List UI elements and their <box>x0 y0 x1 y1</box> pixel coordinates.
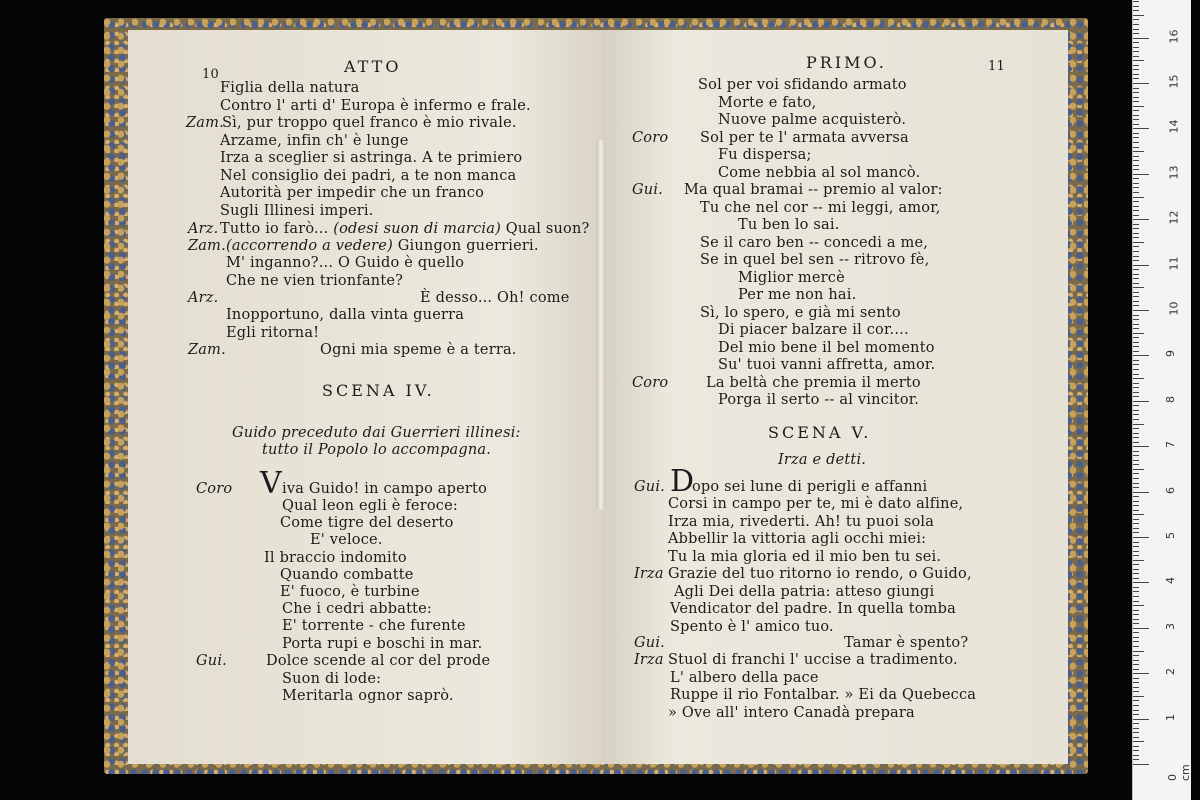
ruler-tick <box>1133 92 1139 93</box>
ruler-tick <box>1133 759 1139 760</box>
ruler-tick <box>1133 38 1149 39</box>
ruler-tick <box>1133 723 1139 724</box>
verse-line: Morte e fato, <box>718 94 817 111</box>
ruler-tick <box>1133 156 1139 157</box>
ruler-tick <box>1133 133 1139 134</box>
ruler-tick <box>1133 605 1144 606</box>
ruler-tick <box>1133 242 1144 243</box>
ruler-label: 15 <box>1167 74 1181 89</box>
ruler-label: 16 <box>1167 29 1181 44</box>
ruler-tick <box>1133 51 1139 52</box>
ruler-tick <box>1133 532 1139 533</box>
book-gutter <box>596 140 606 510</box>
ruler-tick <box>1133 637 1139 638</box>
verse-line: E' torrente - che furente <box>282 618 466 635</box>
ruler-tick <box>1133 728 1139 729</box>
ruler-tick <box>1133 301 1139 302</box>
page-number: 11 <box>988 59 1005 74</box>
ruler-tick <box>1133 392 1139 393</box>
ruler-tick <box>1133 197 1144 198</box>
speaker-label: Gui. <box>634 479 665 495</box>
speaker-label: Arz. <box>188 221 219 237</box>
ruler-tick <box>1133 505 1139 506</box>
ruler-tick <box>1133 47 1139 48</box>
ruler-tick <box>1133 210 1139 211</box>
ruler-label: 5 <box>1164 532 1177 539</box>
ruler-tick <box>1133 206 1139 207</box>
ruler-tick <box>1133 251 1139 252</box>
ruler-tick <box>1133 88 1139 89</box>
ruler-tick <box>1133 29 1139 30</box>
ruler-tick <box>1133 355 1149 356</box>
left-page <box>128 30 602 764</box>
verse-line: Arzame, infin ch' è lunge <box>220 132 409 149</box>
ruler-tick <box>1133 601 1139 602</box>
ruler-tick <box>1133 405 1139 406</box>
verse-line: Per me non hai. <box>738 287 857 303</box>
ruler-tick <box>1133 369 1139 370</box>
ruler-tick <box>1133 337 1139 338</box>
ruler-tick <box>1133 641 1139 642</box>
verse-line: Che ne vien trionfante? <box>226 272 404 289</box>
ruler-tick <box>1133 296 1139 297</box>
ruler-tick <box>1133 628 1149 629</box>
verse-line: Ogni mia speme è a terra. <box>320 342 517 358</box>
ruler-label: 3 <box>1164 622 1177 630</box>
right-page <box>602 30 1068 764</box>
ruler-tick <box>1133 460 1139 461</box>
ruler-label: 4 <box>1164 577 1177 585</box>
speaker-label: Arz. <box>188 290 219 306</box>
ruler-tick <box>1133 260 1139 261</box>
ruler-tick <box>1133 110 1139 111</box>
ruler-tick <box>1133 178 1139 179</box>
page-number: 10 <box>202 67 219 82</box>
ruler-tick <box>1133 555 1139 556</box>
ruler-tick <box>1133 496 1139 497</box>
running-head: ATTO <box>344 57 402 76</box>
ruler-tick <box>1133 483 1139 484</box>
ruler-tick <box>1133 97 1139 98</box>
verse-line: Sugli Illinesi imperi. <box>220 202 374 219</box>
ruler-tick <box>1133 305 1139 306</box>
ruler-tick <box>1133 151 1144 152</box>
ruler-tick <box>1133 6 1139 7</box>
verse-line: Nuove palme acquisterò. <box>718 112 907 128</box>
ruler-tick <box>1133 74 1139 75</box>
verse-line: Su' tuoi vanni affretta, amor. <box>718 357 936 373</box>
ruler-tick <box>1133 419 1139 420</box>
verse-line: Figlia della natura <box>220 80 360 96</box>
ruler-tick <box>1133 660 1139 661</box>
ruler-tick <box>1133 664 1139 665</box>
verse-line: Tu che nel cor -- mi leggi, amor, <box>700 199 941 216</box>
ruler-tick <box>1133 614 1139 615</box>
ruler-tick <box>1133 360 1139 361</box>
ruler-tick <box>1133 219 1149 220</box>
verse-line: Fu dispersa; <box>718 147 812 163</box>
ruler-tick <box>1133 187 1139 188</box>
verse-line: Stuol di franchi l' uccise a tradimento. <box>668 652 958 668</box>
ruler-tick <box>1133 492 1149 493</box>
verse-line: L' albero della pace <box>670 669 819 686</box>
ruler-label: 12 <box>1167 210 1181 225</box>
ruler-tick <box>1133 473 1139 474</box>
ruler-tick <box>1133 124 1139 125</box>
verse-line: Porta rupi e boschi in mar. <box>282 635 483 652</box>
ruler-tick <box>1133 183 1139 184</box>
ruler-tick <box>1133 160 1139 161</box>
speaker-label: Coro <box>196 481 233 497</box>
verse-line: opo sei lune di perigli e affanni <box>692 479 928 495</box>
verse-line: Sì, lo spero, e già mi sento <box>700 304 901 321</box>
ruler-tick <box>1133 128 1149 129</box>
ruler-tick <box>1133 292 1139 293</box>
verse-line: Nel consiglio dei padri, a te non manca <box>220 167 517 184</box>
verse-line: Inopportuno, dalla vinta guerra <box>226 307 465 323</box>
ruler-tick <box>1133 106 1144 107</box>
ruler-tick <box>1133 710 1139 711</box>
verse-line: Tu la mia gloria ed il mio ben tu sei. <box>668 548 942 565</box>
ruler-tick <box>1133 201 1139 202</box>
ruler-tick <box>1133 410 1139 411</box>
ruler-tick <box>1133 632 1139 633</box>
ruler-tick <box>1133 228 1139 229</box>
ruler-tick <box>1133 424 1144 425</box>
speaker-label: Zam. <box>188 238 226 254</box>
ruler-tick <box>1133 700 1139 701</box>
ruler-tick <box>1133 169 1139 170</box>
ruler-tick <box>1133 142 1139 143</box>
verse-line: Egli ritorna! <box>226 324 320 341</box>
verse-line: Sol per voi sfidando armato <box>698 77 907 93</box>
ruler-tick <box>1133 564 1139 565</box>
ruler-label: 13 <box>1167 165 1181 180</box>
ruler-tick <box>1133 401 1149 402</box>
ruler-tick <box>1133 137 1139 138</box>
ruler-label: 14 <box>1167 119 1181 134</box>
verse-line: È desso... Oh! come <box>420 290 570 306</box>
verse-line: Di piacer balzare il cor.... <box>718 322 909 338</box>
ruler-tick <box>1133 573 1139 574</box>
ruler-tick <box>1133 364 1139 365</box>
ruler-tick <box>1133 732 1139 733</box>
ruler-tick <box>1133 610 1139 611</box>
verse-line: Del mio bene il bel momento <box>718 339 935 356</box>
ruler-tick <box>1133 283 1139 284</box>
ruler-tick <box>1133 705 1139 706</box>
ruler-tick <box>1133 714 1139 715</box>
ruler-tick <box>1133 669 1139 670</box>
ruler-tick <box>1133 237 1139 238</box>
stage-direction: tutto il Popolo lo accompagna. <box>262 442 492 458</box>
verse-line: Ruppe il rio Fontalbar. » Ei da Quebecca <box>670 687 977 703</box>
ruler-label: 10 <box>1167 301 1181 316</box>
ruler-tick <box>1133 10 1139 11</box>
verse-line: » Ove all' intero Canadà prepara <box>668 704 915 721</box>
ruler-tick <box>1133 455 1139 456</box>
ruler-tick <box>1133 746 1139 747</box>
ruler-tick <box>1133 551 1139 552</box>
ruler-tick <box>1133 315 1139 316</box>
ruler-tick <box>1133 1 1139 2</box>
ruler-label: 6 <box>1164 486 1177 494</box>
ruler-tick <box>1133 342 1139 343</box>
ruler-tick <box>1133 165 1139 166</box>
ruler-tick <box>1133 19 1139 20</box>
verse-line: Qual leon egli è feroce: <box>282 498 458 514</box>
verse-line: Il braccio indomito <box>264 549 407 566</box>
verse-line: Come nebbia al sol mancò. <box>718 164 921 181</box>
verse-line: Agli Dei della patria: atteso giungi <box>674 583 935 600</box>
ruler-tick <box>1133 578 1139 579</box>
ruler-label: 2 <box>1164 668 1177 676</box>
ruler-tick <box>1133 269 1139 270</box>
scene-title: SCENA V. <box>768 423 872 442</box>
ruler-tick <box>1133 687 1139 688</box>
ruler-tick <box>1133 274 1139 275</box>
ruler-tick <box>1133 764 1149 765</box>
ruler-tick <box>1133 15 1144 16</box>
ruler-tick <box>1133 60 1144 61</box>
verse-line: Come tigre del deserto <box>280 515 454 532</box>
ruler-tick <box>1133 741 1144 742</box>
ruler-tick <box>1133 310 1149 311</box>
measuring-ruler <box>1132 0 1191 800</box>
verse-line: Quando combatte <box>280 566 414 583</box>
verse-line: iva Guido! in campo aperto <box>282 481 488 497</box>
ruler-tick <box>1133 233 1139 234</box>
verse-line: Dolce scende al cor del prode <box>266 653 491 669</box>
ruler-tick <box>1133 33 1139 34</box>
verse-line: Che i cedri abbatte: <box>282 601 433 618</box>
stage-direction: Guido preceduto dai Guerrieri illinesi: <box>232 425 521 441</box>
ruler-tick <box>1133 224 1139 225</box>
ruler-tick <box>1133 351 1139 352</box>
verse-line: Se in quel bel sen -- ritrovo fè, <box>700 252 930 268</box>
ruler-tick <box>1133 560 1144 561</box>
verse-line: Corsi in campo per te, mi è dato alfine, <box>668 496 964 512</box>
verse-line: Meritarla ognor saprò. <box>282 688 454 704</box>
ruler-tick <box>1133 192 1139 193</box>
ruler-tick <box>1133 387 1139 388</box>
ruler-tick <box>1133 623 1139 624</box>
ruler-label: 1 <box>1164 713 1177 721</box>
ruler-tick <box>1133 42 1139 43</box>
ruler-tick <box>1133 383 1139 384</box>
ruler-tick <box>1133 265 1149 266</box>
ruler-tick <box>1133 246 1139 247</box>
verse-line: Abbellir la vittoria agli occhi miei: <box>668 531 927 547</box>
stage-direction: Irza e detti. <box>778 452 867 468</box>
scene-title: SCENA IV. <box>322 381 435 400</box>
ruler-tick <box>1133 737 1139 738</box>
ruler-tick <box>1133 324 1139 325</box>
ruler-tick <box>1133 428 1139 429</box>
ruler-tick <box>1133 514 1144 515</box>
ruler-tick <box>1133 487 1139 488</box>
ruler-tick <box>1133 478 1139 479</box>
ruler-tick <box>1133 691 1139 692</box>
ruler-label: 11 <box>1167 256 1181 271</box>
ruler-tick <box>1133 682 1139 683</box>
ruler-tick <box>1133 119 1139 120</box>
speaker-label: Zam. <box>188 342 226 358</box>
speaker-label: Gui. <box>196 653 227 669</box>
ruler-tick <box>1133 582 1149 583</box>
verse-line: M' inganno?... O Guido è quello <box>226 255 465 271</box>
ruler-tick <box>1133 719 1149 720</box>
ruler-tick <box>1133 215 1139 216</box>
ruler-tick <box>1133 519 1139 520</box>
ruler-tick <box>1133 24 1139 25</box>
verse-line: Suon di lode: <box>282 670 382 687</box>
running-head: PRIMO. <box>806 53 887 72</box>
verse-line: Autorità per impedir che un franco <box>220 185 484 201</box>
ruler-tick <box>1133 528 1139 529</box>
ruler-tick <box>1133 510 1139 511</box>
verse-line: Contro l' arti d' Europa è infermo e frale. <box>220 97 531 114</box>
ruler-tick <box>1133 596 1139 597</box>
verse-line: Ma qual bramai -- premio al valor: <box>684 182 943 198</box>
ruler-label: 9 <box>1164 350 1177 358</box>
ruler-tick <box>1133 83 1149 84</box>
ruler-tick <box>1133 755 1139 756</box>
ruler-tick <box>1133 655 1139 656</box>
ruler-tick <box>1133 69 1139 70</box>
ruler-tick <box>1133 537 1149 538</box>
ruler-tick <box>1133 101 1139 102</box>
ruler-tick <box>1133 442 1139 443</box>
ruler-tick <box>1133 587 1139 588</box>
verse-line: E' veloce. <box>310 532 383 549</box>
verse-line: Grazie del tuo ritorno io rendo, o Guido, <box>668 566 972 582</box>
ruler-tick <box>1133 147 1139 148</box>
ruler-tick <box>1133 414 1139 415</box>
verse-line: Spento è l' amico tuo. <box>670 618 834 635</box>
ruler-tick <box>1133 56 1139 57</box>
ruler-tick <box>1133 333 1144 334</box>
ruler-tick <box>1133 651 1144 652</box>
ruler-tick <box>1133 469 1144 470</box>
ruler-tick <box>1133 378 1144 379</box>
ruler-tick <box>1133 446 1149 447</box>
verse-line: Porga il serto -- al vincitor. <box>718 392 920 408</box>
ruler-tick <box>1133 546 1139 547</box>
ruler-tick <box>1133 396 1139 397</box>
ruler-tick <box>1133 569 1139 570</box>
verse-line: Sol per te l' armata avversa <box>700 129 909 146</box>
ruler-tick <box>1133 501 1139 502</box>
speaker-label: Gui. <box>634 635 665 651</box>
ruler-tick <box>1133 750 1139 751</box>
ruler-tick <box>1133 591 1139 592</box>
ruler-label: 0 cm <box>1166 764 1192 781</box>
ruler-tick <box>1133 319 1139 320</box>
speaker-label: Irza <box>634 652 664 668</box>
verse-line: La beltà che premia il merto <box>706 374 921 391</box>
ruler-tick <box>1133 78 1139 79</box>
drop-cap: V <box>260 466 282 501</box>
ruler-tick <box>1133 115 1139 116</box>
ruler-tick <box>1133 451 1139 452</box>
ruler-tick <box>1133 619 1139 620</box>
verse-line: Se il caro ben -- concedi a me, <box>700 234 929 251</box>
speaker-label: Zam. <box>186 115 224 131</box>
ruler-tick <box>1133 328 1139 329</box>
verse-line: Miglior mercè <box>738 269 845 286</box>
verse-line: Tutto io farò... (odesi suon di marcia) Qual suon? <box>220 221 590 237</box>
ruler-tick <box>1133 65 1139 66</box>
ruler-tick <box>1133 646 1139 647</box>
speaker-label: Irza <box>634 566 664 582</box>
ruler-tick <box>1133 542 1139 543</box>
ruler-tick <box>1133 374 1139 375</box>
verse-line: Tamar è spento? <box>844 635 969 651</box>
ruler-tick <box>1133 437 1139 438</box>
ruler-tick <box>1133 696 1144 697</box>
verse-line: Vendicator del padre. In quella tomba <box>670 601 956 617</box>
drop-cap: D <box>670 464 695 499</box>
ruler-tick <box>1133 287 1144 288</box>
verse-line: Irza a sceglier si astringa. A te primiero <box>220 150 523 166</box>
ruler-tick <box>1133 174 1149 175</box>
ruler-tick <box>1133 673 1149 674</box>
verse-line: Sì, pur troppo quel franco è mio rivale. <box>222 115 517 131</box>
ruler-tick <box>1133 278 1139 279</box>
ruler-label: 7 <box>1164 441 1177 449</box>
ruler-tick <box>1133 464 1139 465</box>
verse-line: Tu ben lo sai. <box>738 217 840 233</box>
speaker-label: Coro <box>632 129 669 146</box>
speaker-label: Gui. <box>632 182 663 198</box>
verse-line: Irza mia, rivederti. Ah! tu puoi sola <box>668 513 935 530</box>
verse-line: E' fuoco, è turbine <box>280 584 420 600</box>
ruler-label: 8 <box>1164 395 1177 403</box>
ruler-tick <box>1133 678 1139 679</box>
ruler-tick <box>1133 523 1139 524</box>
ruler-tick <box>1133 346 1139 347</box>
ruler-tick <box>1133 433 1139 434</box>
speaker-label: Coro <box>632 374 669 391</box>
ruler-tick <box>1133 256 1139 257</box>
verse-line: (accorrendo a vedere) Giungon guerrieri. <box>226 238 539 254</box>
